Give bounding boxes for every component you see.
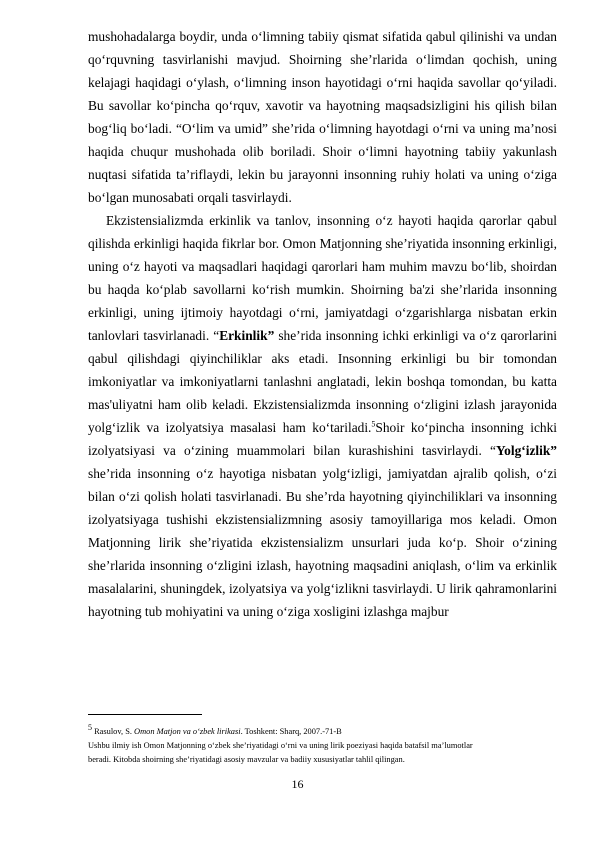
- paragraph-1: mushohadalarga boydir, unda o‘limning tabiiy qismat sifatida qabul qilinishi va undan qo‘rquvning tasvirlanishi mavjud. Shoirning she’rlarida o‘limdan qochish, uning kelajagi haqidagi o‘ylash, o‘limning inson hayotidagi o‘rni haqida savollar qo‘yiladi. Bu savollar ko‘pincha qo‘rquv, xavotir va hayotning maqsadsizligini his qilish bilan bog‘liq bo‘ladi. “O‘lim va umid” she’rida o‘limning hayotdagi o‘rni va uning ma’nosi haqida chuqur mushohada olib boriladi. Shoir o‘limni hayotning tabiiy yakunlash nuqtasi sifatida ta’riflaydi, lekin bu jarayonni insonning ruhiy holati va uning o‘ziga bo‘lgan munosabati orqali tasvirlaydi.: [88, 29, 557, 205]
- bold-title-yolgizlik: Yolg‘izlik”: [495, 443, 557, 458]
- paragraph-2-text-d: she’rida insonning o‘z hayotiga nisbatan yolg‘izligi, jamiyatdan ajralib qolish, o‘zi bilan o‘zi qolish holati tasvirlanadi. Bu she’rda hayotning qiyinchiliklari va insonning izolyatsiyaga tushishi ekzistensializmning asosiy tamoyillariga mos keladi. Omon Matjonning lirik she’riyatida ekzistensializm unsurlari juda ko‘p. Shoir o‘zining she’rlarida insonning o‘zligini izlash, hayotning maqsadini aniqlash, o‘lim va erkinlik masalalarini, shuningdek, izolyatsiya va yolg‘izlikni tasvirlaydi. U lirik qahramonlarini hayotning tub mohiyatini va uning o‘ziga xosligini izlashga majbur: [88, 466, 557, 619]
- footnote-reference[interactable]: 5: [371, 419, 376, 429]
- footnote-title: Omon Matjon va o‘zbek lirikasi: [134, 727, 241, 736]
- footnote-line-3: beradi. Kitobda shoirning she’riyatidagi asosiy mavzular va badiiy xususiyatlar tahlil qilingan.: [88, 755, 405, 764]
- page-number: 16: [291, 777, 304, 791]
- bold-title-erkinlik: Erkinlik”: [219, 328, 275, 343]
- document-body: [88, 25, 557, 623]
- footnote-number: 5: [88, 723, 92, 733]
- footnote-line-1: [88, 725, 557, 739]
- footnote-line-2: Ushbu ilmiy ish Omon Matjonning o‘zbek she’riyatidagi o‘rni va uning lirik poeziyasi haqida batafsil ma’lumotlar: [88, 741, 473, 750]
- footnote-author: Rasulov, S.: [92, 727, 135, 736]
- footnote-divider: [88, 714, 202, 715]
- paragraph-2-text-a: Ekzistensializmda erkinlik va tanlov, insonning o‘z hayoti haqida qarorlar qabul qilishda erkinligi haqida fikrlar bor. Omon Matjonning she’riyatida insonning erkinligi, uning o‘z hayoti va maqsadlari haqidagi qarorlari ham muhim mavzu bo‘lib, shoirdan bu haqda ko‘plab savollarni ko‘rish mumkin. Shoirning ba'zi she’rlarida insonning erkinligi, uning ijtimoiy hayotdagi o‘rni, jamiyatdagi o‘zgarishlarga nisbatan erkin tanlovlari tasvirlanadi. “: [88, 213, 557, 343]
- footnote-publisher: . Toshkent: Sharq, 2007.-71-B: [240, 727, 342, 736]
- paragraph-2-text-c: Shoir ko‘pincha insonning ichki izolyatsiyasi va o‘zining muammolari bilan kurashishini tasvirlaydi. “: [88, 420, 558, 458]
- paragraph-2-text-b: she’rida insonning ichki erkinligi va o‘z qarorlarini qabul qilishdagi qiyinchiliklar aks etadi. Insonning erkinligi bu bir tomondan imkoniyatlar va imkoniyatlarni tanlashni anglatadi, lekin boshqa tomondan, bu katta mas'uliyatni ham olib keladi. Ekzistensializmda insonning o‘zligini izlash jarayonida yolg‘izlik va izolyatsiya masalasi ham ko‘tariladi.: [88, 328, 557, 435]
- paragraph-2: [88, 209, 557, 623]
- footnote-block: [88, 725, 557, 767]
